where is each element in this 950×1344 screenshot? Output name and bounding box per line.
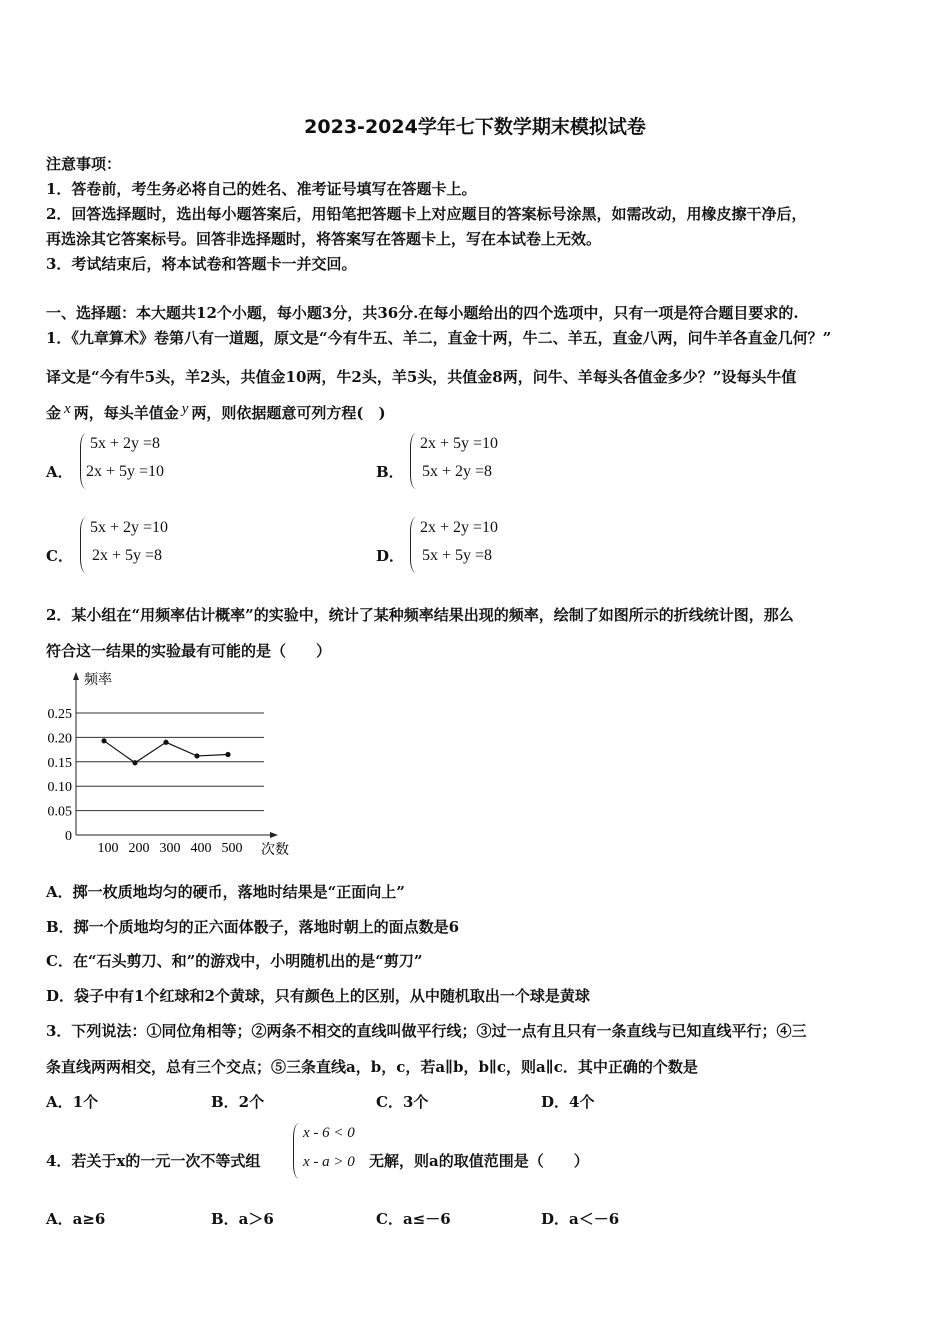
data-point-4 xyxy=(225,752,230,757)
y-tick-label-4: 0.20 xyxy=(47,731,72,747)
y-tick-label-2: 0.10 xyxy=(47,780,72,796)
note-item-3: 3．考试结束后，将本试卷和答题卡一并交回。 xyxy=(46,255,357,273)
q4-suffix: 无解，则a的取值范围是（ ） xyxy=(369,1152,589,1170)
q1-option-d-label: D． xyxy=(376,547,405,565)
var-y: y xyxy=(181,401,189,417)
q1-option-b-eq1: 2x + 5y =10 xyxy=(420,435,499,452)
q2-option-d: D．袋子中有1个红球和2个黄球，只有颜色上的区别，从中随机取出一个球是黄球 xyxy=(46,987,590,1005)
q1-line3c: 两，则依据题意可列方程( ) xyxy=(191,404,386,422)
note-item-2-cont: 再选涂其它答案标号。回答非选择题时，将答案写在答题卡上，写在本试卷上无效。 xyxy=(46,230,602,248)
x-tick-label-3: 400 xyxy=(190,841,212,856)
notes-heading: 注意事项： xyxy=(46,155,122,173)
x-tick-label-2: 300 xyxy=(159,841,181,856)
note-item-1: 1．答卷前，考生务必将自己的姓名、准考证号填写在答题卡上。 xyxy=(46,180,477,198)
y-axis-label: 频率 xyxy=(84,673,112,688)
q1-option-d-eq2: 5x + 5y =8 xyxy=(422,547,493,564)
q3-line2: 条直线两两相交，总有三个交点；⑤三条直线a，b，c，若a∥b，b∥c，则a∥c．其中正确的个数是 xyxy=(46,1058,698,1076)
q2-option-b: B．掷一个质地均匀的正六面体骰子，落地时朝上的面点数是6 xyxy=(46,918,460,936)
q1-line3 xyxy=(46,402,386,423)
q1-option-a-eq1: 5x + 2y =8 xyxy=(90,435,161,452)
q1-option-c-eq2: 2x + 5y =8 xyxy=(92,547,163,564)
q4-option-a: A．a≥6 xyxy=(46,1210,106,1228)
q4-ineq2: x - a > 0 xyxy=(303,1154,355,1170)
y-tick-label-0: 0 xyxy=(65,829,72,844)
q1-option-c-label: C． xyxy=(46,547,73,565)
q2-line1: 2．某小组在“用频率估计概率”的实验中，统计了某种频率结果出现的频率，绘制了如图所示的折线统计图，那么 xyxy=(46,606,794,624)
y-axis-arrow xyxy=(73,672,79,680)
var-x: x xyxy=(64,401,71,417)
q1-option-b-system xyxy=(410,433,540,489)
q4-option-c: C．a≤－6 xyxy=(376,1210,451,1228)
section-heading: 一、选择题：本大题共12个小题，每小题3分，共36分.在每小题给出的四个选项中，只有一项是符合题目要求的. xyxy=(46,304,799,322)
q1-option-d-eq1: 2x + 2y =10 xyxy=(420,519,499,536)
q1-option-b-eq2: 5x + 2y =8 xyxy=(422,463,493,480)
y-tick-labels xyxy=(48,707,73,844)
q1-option-a-system xyxy=(80,433,210,489)
q4-option-d: D．a＜－6 xyxy=(541,1210,620,1228)
q1-option-d-system xyxy=(410,517,540,573)
x-tick-label-0: 100 xyxy=(97,841,119,856)
y-tick-label-1: 0.05 xyxy=(47,804,72,820)
q3-line1: 3．下列说法：①同位角相等；②两条不相交的直线叫做平行线；③过一点有且只有一条直线与已知直线平行；④三 xyxy=(46,1022,807,1040)
frequency-line-chart xyxy=(40,668,300,858)
q4-option-b: B．a＞6 xyxy=(211,1210,274,1228)
q1-line3a: 金 xyxy=(46,404,62,422)
q1-line3b: 两，每头羊值金 xyxy=(73,404,179,422)
x-tick-label-1: 200 xyxy=(128,841,150,856)
q2-option-c: C．在“石头剪刀、和”的游戏中，小明随机出的是“剪刀” xyxy=(46,952,423,970)
q2-line2: 符合这一结果的实验最有可能的是（ ） xyxy=(46,642,332,660)
y-tick-label-5: 0.25 xyxy=(47,707,72,722)
x-axis-arrow xyxy=(270,832,278,838)
brace xyxy=(410,517,417,573)
q3-option-a: A．1个 xyxy=(46,1093,99,1111)
data-point-2 xyxy=(163,740,168,745)
brace xyxy=(80,517,87,573)
q1-option-a-eq2: 2x + 5y =10 xyxy=(86,463,165,480)
q1-line2: 译文是“今有牛5头，羊2头，共值金10两，牛2头，羊5头，共值金8两，问牛、羊每头各值金多少？”设每头牛值 xyxy=(46,368,797,386)
brace xyxy=(410,433,417,489)
q1-option-c-system xyxy=(80,517,210,573)
data-point-3 xyxy=(194,753,199,758)
y-tick-label-3: 0.15 xyxy=(47,755,72,771)
q4-inequality-system xyxy=(293,1123,369,1179)
x-tick-label-4: 500 xyxy=(221,841,243,856)
q1-line1: 1．《九章算术》卷第八有一道题，原文是“今有牛五、羊二，直金十两，牛二、羊五，直金八两，问牛羊各直金几何？” xyxy=(46,329,832,347)
chart-gridlines xyxy=(76,713,264,811)
q3-option-b: B．2个 xyxy=(211,1093,265,1111)
note-item-2: 2．回答选择题时，选出每小题答案后，用铅笔把答题卡上对应题目的答案标号涂黑，如需改动，用橡皮擦干净后， xyxy=(46,205,807,223)
q1-option-a-label: A． xyxy=(46,463,73,481)
q1-option-b-label: B． xyxy=(376,463,404,481)
data-point-1 xyxy=(132,760,137,765)
page-title: 2023-2024学年七下数学期末模拟试卷 xyxy=(304,116,646,138)
q4-prefix: 4．若关于x的一元一次不等式组 xyxy=(46,1152,261,1170)
q4-ineq1: x - 6 < 0 xyxy=(303,1125,355,1141)
q3-option-c: C．3个 xyxy=(376,1093,429,1111)
q1-option-c-eq1: 5x + 2y =10 xyxy=(90,519,169,536)
brace xyxy=(293,1123,300,1179)
q3-option-d: D．4个 xyxy=(541,1093,595,1111)
x-axis-label: 次数 xyxy=(261,843,289,858)
x-tick-labels xyxy=(98,841,243,856)
q2-option-a: A．掷一枚质地均匀的硬币，落地时结果是“正面向上” xyxy=(46,883,405,901)
data-point-0 xyxy=(101,738,106,743)
